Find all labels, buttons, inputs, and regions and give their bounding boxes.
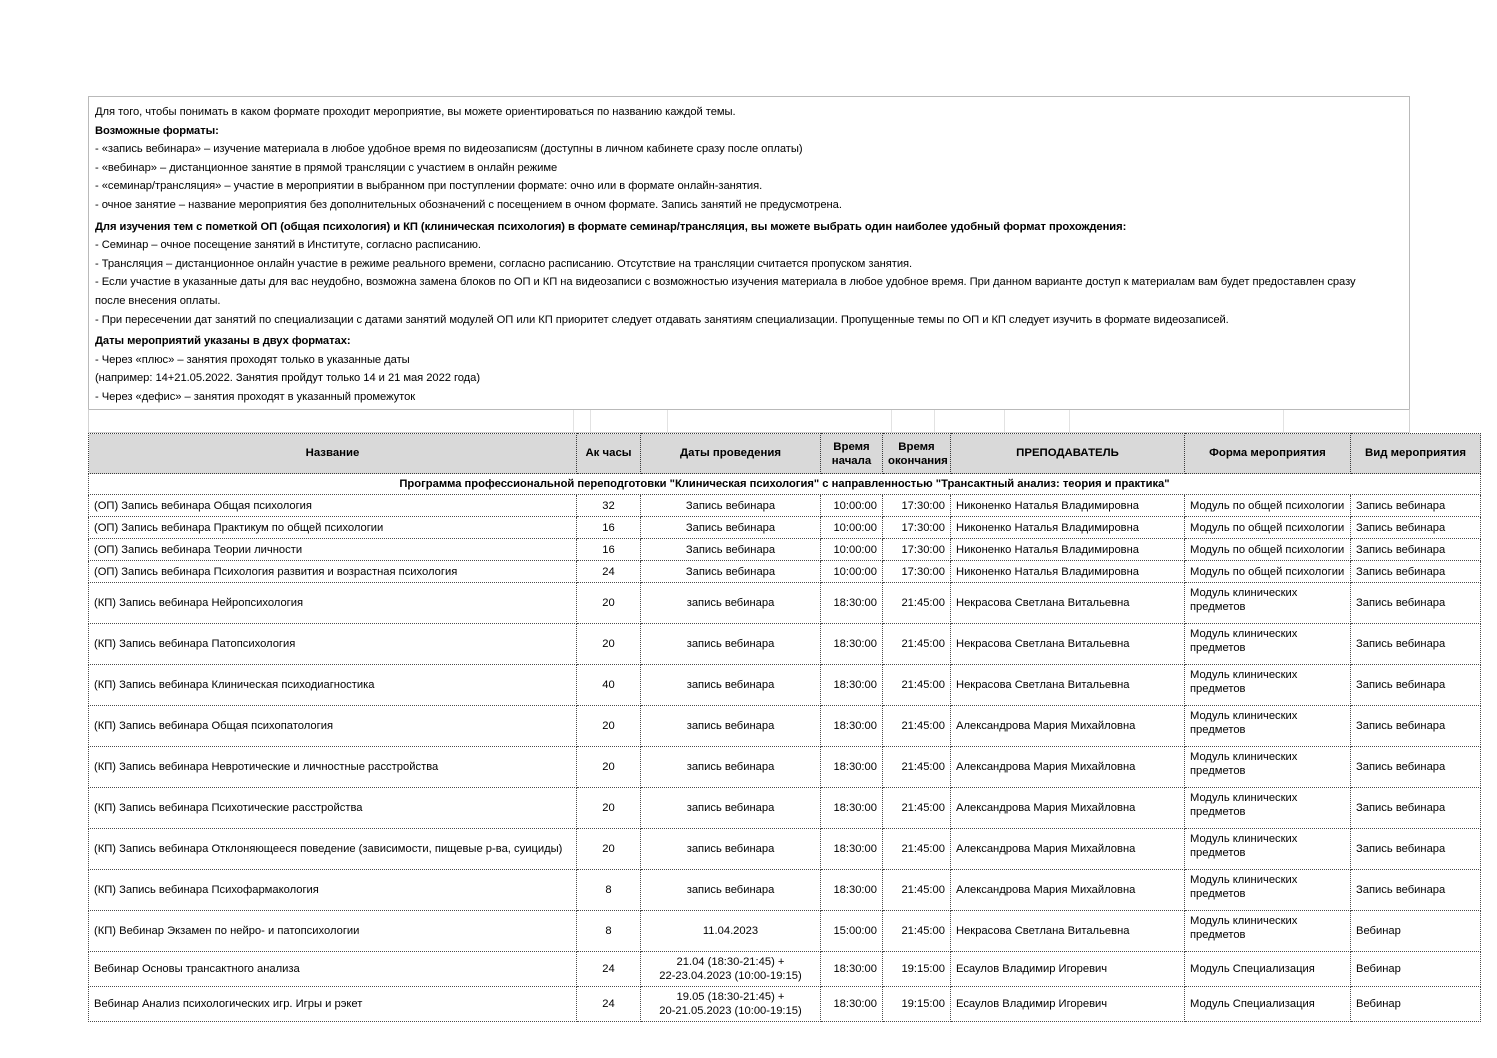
cell-kind: Запись вебинара (1351, 870, 1481, 911)
cell-end-time: 21:45:00 (883, 788, 951, 829)
cell-end-time: 21:45:00 (883, 747, 951, 788)
cell-form: Модуль Специализация (1185, 987, 1351, 1022)
cell-end-time: 21:45:00 (883, 829, 951, 870)
op-kp-line-broadcast: - Трансляция – дистанционное онлайн участие в режиме реального времени, согласно расписанию. Отсутствие на трансляции считается пропуском занятия. (95, 257, 913, 270)
cell-name: (КП) Запись вебинара Отклоняющееся поведение (зависимости, пищевые р-ва, суициды) (89, 829, 577, 870)
col-header-name[interactable]: Название (89, 434, 577, 474)
table-row[interactable] (89, 517, 1481, 539)
cell-hours: 8 (577, 911, 641, 952)
cell-dates: Запись вебинара (641, 495, 821, 517)
col-header-dates[interactable]: Даты проведения (641, 434, 821, 474)
col-header-teacher[interactable]: ПРЕПОДАВАТЕЛЬ (951, 434, 1185, 474)
cell-form (1185, 665, 1351, 706)
cell-end-time: 21:45:00 (883, 911, 951, 952)
cell-kind: Вебинар (1351, 911, 1481, 952)
cell-end-time: 17:30:00 (883, 539, 951, 561)
cell-hours: 24 (577, 952, 641, 987)
cell-teacher: Никоненко Наталья Владимировна (951, 517, 1185, 539)
cell-dates: Запись вебинара (641, 539, 821, 561)
cell-hours: 20 (577, 624, 641, 665)
cell-hours: 40 (577, 665, 641, 706)
cell-hours: 20 (577, 788, 641, 829)
cell-form: Модуль по общей психологии (1185, 539, 1351, 561)
table-row[interactable] (89, 624, 1481, 665)
band-cell (1284, 410, 1409, 432)
cell-start-time: 10:00:00 (821, 561, 883, 583)
cell-dates: запись вебинара (641, 870, 821, 911)
table-row[interactable] (89, 495, 1481, 517)
cell-form-line1: Модуль клинических (1190, 669, 1298, 681)
cell-teacher: Есаулов Владимир Игоревич (951, 987, 1185, 1022)
table-row[interactable] (89, 747, 1481, 788)
cell-form-line1: Модуль клинических (1190, 792, 1298, 804)
cell-dates: 11.04.2023 (641, 911, 821, 952)
cell-dates (641, 952, 821, 987)
cell-dates-line2: 20-21.05.2023 (10:00-19:15) (659, 1005, 802, 1017)
cell-end-time: 21:45:00 (883, 706, 951, 747)
band-cell (89, 410, 574, 432)
cell-hours: 32 (577, 495, 641, 517)
format-item-webinar-record: - «запись вебинара» – изучение материала в любое удобное время по видеозаписям (доступны в личном кабинете сразу после оплаты) (95, 143, 803, 156)
cell-kind: Запись вебинара (1351, 539, 1481, 561)
cell-dates: запись вебинара (641, 624, 821, 665)
cell-hours: 16 (577, 539, 641, 561)
cell-name: (КП) Запись вебинара Психотические расстройства (89, 788, 577, 829)
cell-form-line2: предметов (1190, 724, 1246, 736)
cell-start-time: 15:00:00 (821, 911, 883, 952)
cell-name: (ОП) Запись вебинара Психология развития и возрастная психология (89, 561, 577, 583)
band-cell (574, 410, 591, 432)
op-kp-line-replacement: - Если участие в указанные даты для вас неудобно, возможна замена блоков по ОП и КП на видеозаписи с возможностью изучения материала в любое удобное время. При данном варианте доступ к материалам вам будет предоставлен сразу (95, 276, 1356, 289)
cell-teacher: Некрасова Светлана Витальевна (951, 624, 1185, 665)
band-cell (892, 410, 935, 432)
cell-dates: Запись вебинара (641, 517, 821, 539)
cell-name: (КП) Запись вебинара Невротические и личностные расстройства (89, 747, 577, 788)
intro-line: Для того, чтобы понимать в каком формате проходит мероприятие, вы можете ориентироваться по названию каждой темы. (95, 106, 736, 118)
cell-start-time: 18:30:00 (821, 952, 883, 987)
cell-end-time: 17:30:00 (883, 495, 951, 517)
cell-form (1185, 706, 1351, 747)
op-kp-heading: Для изучения тем с пометкой ОП (общая психология) и КП (клиническая психология) в формате семинар/трансляция, вы можете выбрать один наиболее удобный формат прохождения: (95, 220, 1127, 233)
header-row (89, 434, 1481, 474)
cell-start-time: 18:30:00 (821, 665, 883, 706)
band-cell (591, 410, 667, 432)
dates-line-dash: - Через «дефис» – занятия проходят в указанный промежуток (95, 390, 416, 403)
cell-form (1185, 583, 1351, 624)
cell-name: (КП) Вебинар Экзамен по нейро- и патопсихологии (89, 911, 577, 952)
col-header-hours[interactable]: Ак часы (577, 434, 641, 474)
cell-dates: запись вебинара (641, 665, 821, 706)
cell-dates: Запись вебинара (641, 561, 821, 583)
cell-form-line1: Модуль клинических (1190, 587, 1298, 599)
cell-form (1185, 911, 1351, 952)
cell-form-line1: Модуль клинических (1190, 915, 1298, 927)
cell-teacher: Александрова Мария Михайловна (951, 870, 1185, 911)
table-row[interactable] (89, 987, 1481, 1022)
cell-start-time: 18:30:00 (821, 706, 883, 747)
table-header (89, 434, 1481, 474)
cell-form-line2: предметов (1190, 683, 1246, 695)
table-row[interactable] (89, 706, 1481, 747)
cell-kind: Запись вебинара (1351, 788, 1481, 829)
cell-name: (ОП) Запись вебинара Теории личности (89, 539, 577, 561)
cell-form-line1: Модуль клинических (1190, 751, 1298, 763)
cell-form (1185, 747, 1351, 788)
col-header-end-time-line2: окончания (888, 454, 948, 467)
cell-start-time: 18:30:00 (821, 624, 883, 665)
col-header-end-time-line1: Время (898, 440, 935, 453)
cell-dates: запись вебинара (641, 583, 821, 624)
dates-line-plus: - Через «плюс» – занятия проходят только в указанные даты (95, 353, 410, 366)
cell-hours: 8 (577, 870, 641, 911)
cell-teacher: Никоненко Наталья Владимировна (951, 539, 1185, 561)
cell-kind: Запись вебинара (1351, 624, 1481, 665)
cell-dates-line2: 22-23.04.2023 (10:00-19:15) (659, 970, 802, 982)
cell-end-time: 21:45:00 (883, 665, 951, 706)
table-row[interactable] (89, 952, 1481, 987)
table-body (89, 495, 1481, 1022)
cell-form (1185, 624, 1351, 665)
cell-hours: 20 (577, 747, 641, 788)
cell-form-line2: предметов (1190, 765, 1246, 777)
cell-teacher: Некрасова Светлана Витальевна (951, 665, 1185, 706)
cell-teacher: Есаулов Владимир Игоревич (951, 952, 1185, 987)
table-title: Программа профессиональной переподготовки "Клиническая психология" с направленностью "Трансактный анализ: теория и практика" (89, 474, 1481, 495)
cell-name: (ОП) Запись вебинара Общая психология (89, 495, 577, 517)
table-row[interactable] (89, 561, 1481, 583)
cell-end-time: 19:15:00 (883, 952, 951, 987)
cell-name: Вебинар Анализ психологических игр. Игры и рэкет (89, 987, 577, 1022)
cell-name: (КП) Запись вебинара Общая психопатология (89, 706, 577, 747)
cell-name: (ОП) Запись вебинара Практикум по общей психологии (89, 517, 577, 539)
cell-form: Модуль Специализация (1185, 952, 1351, 987)
table-row[interactable] (89, 539, 1481, 561)
table-row[interactable] (89, 788, 1481, 829)
op-kp-line-seminar: - Семинар – очное посещение занятий в Институте, согласно расписанию. (95, 239, 481, 252)
cell-hours: 16 (577, 517, 641, 539)
cell-kind: Запись вебинара (1351, 583, 1481, 624)
cell-form: Модуль по общей психологии (1185, 517, 1351, 539)
cell-dates: запись вебинара (641, 829, 821, 870)
cell-teacher: Некрасова Светлана Витальевна (951, 911, 1185, 952)
cell-kind: Запись вебинара (1351, 495, 1481, 517)
cell-form-line1: Модуль клинических (1190, 874, 1298, 886)
col-header-start-time-line2: начала (831, 454, 872, 467)
cell-end-time: 21:45:00 (883, 583, 951, 624)
col-header-start-time-line1: Время (833, 440, 870, 453)
cell-name: (КП) Запись вебинара Патопсихология (89, 624, 577, 665)
cell-end-time: 21:45:00 (883, 870, 951, 911)
schedule-table (88, 433, 1481, 1022)
table-title-row (89, 474, 1481, 495)
col-header-start-time[interactable] (821, 434, 883, 474)
cell-name: (КП) Запись вебинара Нейропсихология (89, 583, 577, 624)
format-item-webinar: - «вебинар» – дистанционное занятие в прямой трансляции с участием в онлайн режиме (95, 161, 558, 174)
cell-teacher: Никоненко Наталья Владимировна (951, 561, 1185, 583)
cell-dates-line1: 19.05 (18:30-21:45) + (676, 991, 785, 1003)
cell-form: Модуль по общей психологии (1185, 495, 1351, 517)
cell-kind: Вебинар (1351, 952, 1481, 987)
table-row[interactable] (89, 870, 1481, 911)
format-item-seminar-broadcast: - «семинар/трансляция» – участие в мероприятии в выбранном при поступлении формате: очно или в формате онлайн-занятия. (95, 180, 763, 193)
cell-teacher: Александрова Мария Михайловна (951, 706, 1185, 747)
cell-teacher: Никоненко Наталья Владимировна (951, 495, 1185, 517)
cell-form: Модуль по общей психологии (1185, 561, 1351, 583)
op-kp-line-priority: - При пересечении дат занятий по специализации с датами занятий модулей ОП или КП приоритет следует отдавать занятиям специализации. Пропущенные темы по ОП и КП следует изучить в формате видеозаписей. (95, 313, 1229, 326)
col-header-form[interactable]: Форма мероприятия (1185, 434, 1351, 474)
cell-form-line2: предметов (1190, 806, 1246, 818)
cell-hours: 20 (577, 829, 641, 870)
cell-kind: Вебинар (1351, 987, 1481, 1022)
cell-dates: запись вебинара (641, 747, 821, 788)
cell-form-line2: предметов (1190, 888, 1246, 900)
cell-end-time: 17:30:00 (883, 561, 951, 583)
cell-start-time: 18:30:00 (821, 870, 883, 911)
cell-start-time: 18:30:00 (821, 747, 883, 788)
intro-notes-block (88, 96, 1410, 430)
cell-dates: запись вебинара (641, 706, 821, 747)
cell-kind: Запись вебинара (1351, 517, 1481, 539)
cell-name: Вебинар Основы трансактного анализа (89, 952, 577, 987)
cell-form-line2: предметов (1190, 601, 1246, 613)
cell-start-time: 18:30:00 (821, 583, 883, 624)
cell-teacher: Александрова Мария Михайловна (951, 747, 1185, 788)
cell-start-time: 10:00:00 (821, 539, 883, 561)
empty-spreadsheet-band (88, 409, 1410, 433)
cell-form-line2: предметов (1190, 847, 1246, 859)
cell-teacher: Александрова Мария Михайловна (951, 829, 1185, 870)
cell-teacher: Некрасова Светлана Витальевна (951, 583, 1185, 624)
cell-teacher: Александрова Мария Михайловна (951, 788, 1185, 829)
band-cell (935, 410, 1005, 432)
cell-hours: 24 (577, 987, 641, 1022)
cell-form-line1: Модуль клинических (1190, 628, 1298, 640)
dates-heading: Даты мероприятий указаны в двух форматах: (95, 335, 351, 348)
col-header-kind[interactable]: Вид мероприятия (1351, 434, 1481, 474)
cell-name: (КП) Запись вебинара Психофармакология (89, 870, 577, 911)
op-kp-line-after-payment: после внесения оплаты. (95, 294, 221, 307)
cell-hours: 20 (577, 706, 641, 747)
table-row[interactable] (89, 829, 1481, 870)
band-cell (1005, 410, 1070, 432)
format-item-in-person: - очное занятие – название мероприятия без дополнительных обозначений с посещением в очном формате. Запись занятий не предусмотрена. (95, 198, 842, 211)
cell-dates: запись вебинара (641, 788, 821, 829)
cell-hours: 24 (577, 561, 641, 583)
cell-end-time: 19:15:00 (883, 987, 951, 1022)
cell-start-time: 10:00:00 (821, 517, 883, 539)
formats-heading: Возможные форматы: (95, 124, 219, 137)
cell-kind: Запись вебинара (1351, 747, 1481, 788)
cell-form (1185, 788, 1351, 829)
cell-dates (641, 987, 821, 1022)
cell-form-line2: предметов (1190, 929, 1246, 941)
cell-start-time: 10:00:00 (821, 495, 883, 517)
band-cell (1070, 410, 1284, 432)
cell-start-time: 18:30:00 (821, 829, 883, 870)
cell-form-line1: Модуль клинических (1190, 710, 1298, 722)
cell-start-time: 18:30:00 (821, 987, 883, 1022)
cell-start-time: 18:30:00 (821, 788, 883, 829)
cell-hours: 20 (577, 583, 641, 624)
table-row[interactable] (89, 911, 1481, 952)
cell-form-line2: предметов (1190, 642, 1246, 654)
cell-end-time: 21:45:00 (883, 624, 951, 665)
table-row[interactable] (89, 583, 1481, 624)
cell-name: (КП) Запись вебинара Клиническая психодиагностика (89, 665, 577, 706)
cell-kind: Запись вебинара (1351, 665, 1481, 706)
dates-example-plus: (например: 14+21.05.2022. Занятия пройдут только 14 и 21 мая 2022 года) (95, 372, 481, 385)
cell-end-time: 17:30:00 (883, 517, 951, 539)
cell-kind: Запись вебинара (1351, 561, 1481, 583)
band-cell (668, 410, 892, 432)
cell-kind: Запись вебинара (1351, 706, 1481, 747)
cell-form-line1: Модуль клинических (1190, 833, 1298, 845)
col-header-end-time[interactable] (883, 434, 951, 474)
cell-form (1185, 829, 1351, 870)
schedule-table-wrapper (88, 433, 1466, 1022)
cell-kind: Запись вебинара (1351, 829, 1481, 870)
table-row[interactable] (89, 665, 1481, 706)
cell-dates-line1: 21.04 (18:30-21:45) + (676, 956, 785, 968)
cell-form (1185, 870, 1351, 911)
